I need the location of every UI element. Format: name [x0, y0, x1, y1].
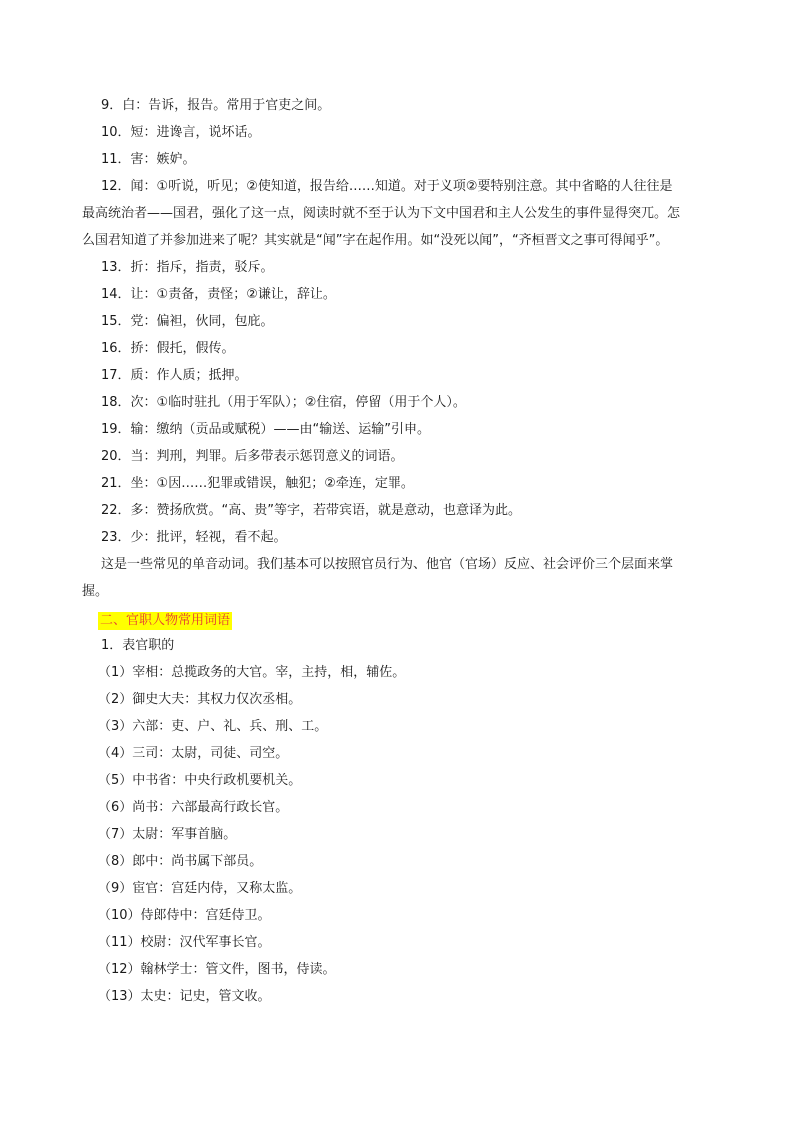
- office-item: （7）太尉：军事首脑。: [98, 827, 237, 842]
- office-item: （8）郎中：尚书属下部员。: [98, 854, 263, 869]
- office-item: （6）尚书：六部最高行政长官。: [98, 800, 289, 815]
- subsection-title: 1．表官职的: [101, 638, 175, 653]
- list-item: 20．当：判刑，判罪。后多带表示惩罚意义的词语。: [101, 449, 404, 464]
- list-item: 16．挢：假托，假传。: [101, 341, 235, 356]
- list-item-12-line3: 么国君知道了并参加进来了呢？其实就是“闻”字在起作用。如“没死以闻”，“齐桓晋文之事可得闻乎”。: [82, 233, 669, 248]
- office-item: （5）中书省：中央行政机要机关。: [98, 773, 302, 788]
- office-item: （11）校尉：汉代军事长官。: [98, 935, 271, 950]
- list-item: 23．少：批评，轻视，看不起。: [101, 530, 287, 545]
- list-item: 9．白：告诉，报告。常用于官吏之间。: [101, 98, 331, 113]
- list-item-12-line2: 最高统治者——国君，强化了这一点，阅读时就不至于认为下文中国君和主人公发生的事件显得突兀。怎: [82, 206, 681, 221]
- list-item: 13．折：指斥，指责，驳斥。: [101, 260, 274, 275]
- list-item: 11．害：嫉妒。: [101, 152, 196, 167]
- office-item: （9）宦官：宫廷内侍，又称太监。: [98, 881, 302, 896]
- list-item: 18．次：①临时驻扎（用于军队）；②住宿，停留（用于个人）。: [101, 395, 466, 410]
- list-item: 15．党：偏袒，伙同，包庇。: [101, 314, 274, 329]
- section-heading: 二、官职人物常用词语: [100, 613, 231, 628]
- list-item: 10．短：进谗言，说坏话。: [101, 125, 261, 140]
- list-item-12-line1: 12．闻：①听说，听见；②使知道，报告给……知道。对于义项②要特别注意。其中省略的人往往是: [101, 179, 673, 194]
- list-item: 14．让：①责备，责怪；②谦让，辞让。: [101, 287, 336, 302]
- list-item: 19．输：缴纳（贡品或赋税）——由“输送、运输”引申。: [101, 422, 431, 437]
- section-heading-row: [98, 605, 722, 632]
- office-item: （1）宰相：总揽政务的大官。宰，主持，相，辅佐。: [98, 665, 406, 680]
- summary-line1: 这是一些常见的单音动词。我们基本可以按照官员行为、他官（官场）反应、社会评价三个层面来掌: [101, 557, 674, 572]
- office-item: （4）三司：太尉，司徒、司空。: [98, 746, 289, 761]
- list-item: 22．多：赞扬欣赏。“高、贵”等字，若带宾语，就是意动，也意译为此。: [101, 503, 522, 518]
- list-item: 21．坐：①因……犯罪或错误，触犯；②牵连，定罪。: [101, 476, 414, 491]
- page-content: [82, 92, 722, 1010]
- office-item: （12）翰林学士：管文件，图书，侍读。: [98, 962, 336, 977]
- list-item: 17．质：作人质；抵押。: [101, 368, 248, 383]
- office-item: （2）御史大夫：其权力仅次丞相。: [98, 692, 302, 707]
- summary-line2: 握。: [82, 584, 109, 599]
- office-item: （10）侍郎侍中：宫廷侍卫。: [98, 908, 271, 923]
- office-item: （13）太史：记史，管文收。: [98, 989, 271, 1004]
- office-item: （3）六部：吏、户、礼、兵、刑、工。: [98, 719, 328, 734]
